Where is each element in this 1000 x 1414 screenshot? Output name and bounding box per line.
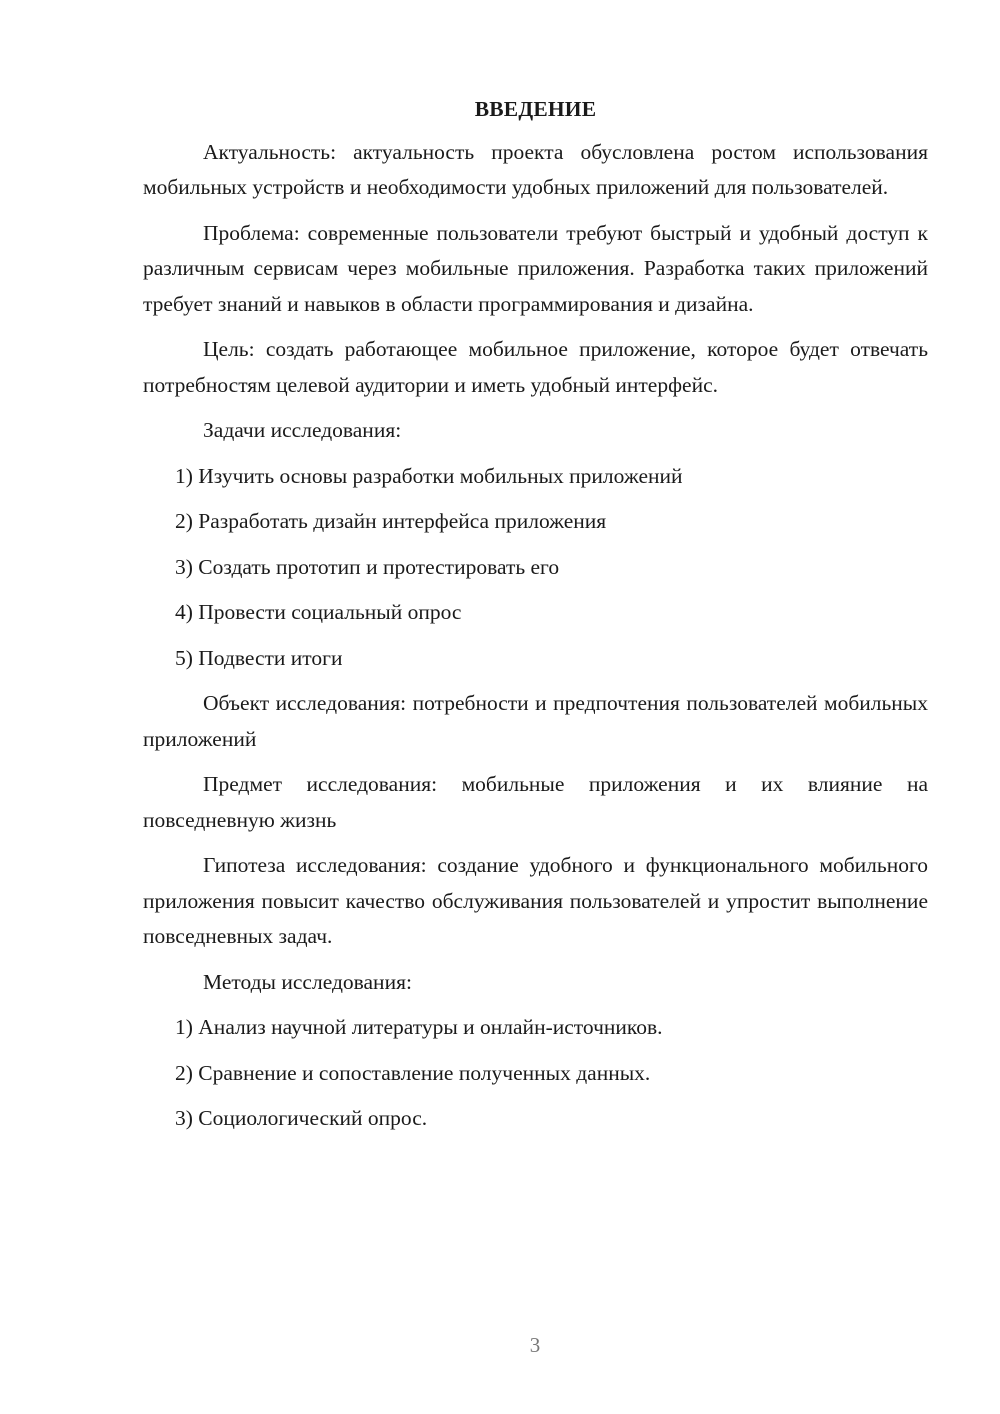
page-title: ВВЕДЕНИЕ xyxy=(474,97,597,121)
goal-paragraph: Цель: создать работающее мобильное приложение, которое будет отвечать потребностям целевой аудитории и иметь удобный интерфейс. xyxy=(143,337,928,397)
tasks-heading: Задачи исследования: xyxy=(203,418,402,442)
document-page xyxy=(143,92,928,1147)
subject-paragraph: Предмет исследования: мобильные приложения и их влияние на повседневную жизнь xyxy=(143,772,928,832)
page-number: 3 xyxy=(529,1333,541,1357)
task-item: 3) Создать прототип и протестировать его xyxy=(175,554,560,579)
method-item: 3) Социологический опрос. xyxy=(175,1106,428,1130)
problem-paragraph: Проблема: современные пользователи требуют быстрый и удобный доступ к различным сервисам через мобильные приложения. Разработка таких приложений требует знаний и навыков в области программирования и дизайна. xyxy=(143,220,928,316)
method-item: 1) Анализ научной литературы и онлайн-источников. xyxy=(175,1015,663,1039)
relevance-paragraph: Актуальность: актуальность проекта обусловлена ростом использования мобильных устройств и необходимости удобных приложений для пользователей. xyxy=(143,139,928,199)
task-item: 2) Разработать дизайн интерфейса приложения xyxy=(175,509,607,533)
hypothesis-paragraph: Гипотеза исследования: создание удобного и функционального мобильного приложения повысит качество обслуживания пользователей и упростит выполнение повседневных задач. xyxy=(143,853,928,948)
method-item: 2) Сравнение и сопоставление полученных данных. xyxy=(175,1060,651,1085)
methods-heading: Методы исследования: xyxy=(203,969,412,994)
object-paragraph: Объект исследования: потребности и предпочтения пользователей мобильных приложений xyxy=(143,691,928,751)
task-item: 1) Изучить основы разработки мобильных приложений xyxy=(175,463,683,488)
task-item: 5) Подвести итоги xyxy=(175,645,343,670)
task-item: 4) Провести социальный опрос xyxy=(175,600,462,624)
